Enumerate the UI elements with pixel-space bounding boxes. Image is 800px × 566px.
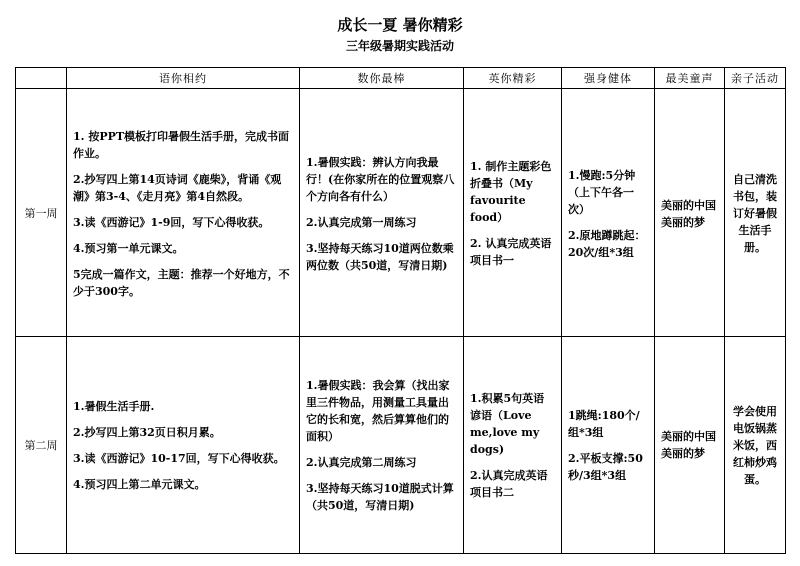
column-header-family: 亲子活动 (725, 68, 786, 89)
sports-task: 1跳绳:180个/组*3组 (568, 408, 640, 439)
math-cell (300, 89, 464, 337)
chinese-task: 2.抄写四上第14页诗词《鹿柴》，背诵《观潮》第3-4、《走月亮》第4自然段。 (73, 172, 282, 203)
column-header-blank (16, 68, 67, 89)
english-task: 2. 认真完成英语项目书一 (470, 237, 552, 267)
family-cell: 学会使用电饭锅蒸米饭，西红柿炒鸡蛋。 (725, 337, 786, 554)
math-task: 3.坚持每天练习10道两位数乘两位数（共50道，写清日期) (306, 241, 454, 272)
column-header-math: 数你最棒 (300, 68, 464, 89)
english-cell (464, 337, 562, 554)
sports-cell (562, 337, 655, 554)
family-cell: 自己清洗书包，装订好暑假生活手册。 (725, 89, 786, 337)
chinese-cell (67, 89, 300, 337)
table-row (16, 337, 786, 554)
chinese-task: 1.暑假生活手册. (73, 399, 155, 413)
chinese-task: 4.预习第一单元课文。 (73, 241, 184, 255)
english-task: 2.认真完成英语项目书二 (470, 468, 548, 499)
math-task: 3.坚持每天练习10道脱式计算（共50道，写清日期) (306, 481, 454, 512)
week-label: 第一周 (16, 89, 67, 337)
chinese-task: 4.预习四上第二单元课文。 (73, 477, 206, 491)
column-header-singing: 最美童声 (655, 68, 725, 89)
english-cell (464, 89, 562, 337)
table-row (16, 89, 786, 337)
sports-task: 2.平板支撑:50秒/3组*3组 (568, 451, 643, 482)
sports-task: 2.原地蹲跳起：20次/组*3组 (568, 228, 646, 259)
page-title: 成长一夏 暑你精彩 (337, 16, 463, 34)
math-task: 1.暑假实践：我会算（找出家里三件物品，用测量工具量出它的长和宽，然后算算他们的面积） (306, 378, 450, 443)
chinese-task: 2.抄写四上第32页日积月累。 (73, 425, 221, 439)
column-header-english: 英你精彩 (464, 68, 562, 89)
chinese-task: 1. 按PPT模板打印暑假生活手册，完成书面作业。 (73, 129, 290, 160)
english-task: 1. 制作主题彩色折叠书（My favourite food） (470, 160, 552, 224)
math-task: 2.认真完成第二周练习 (306, 455, 417, 469)
chinese-task: 3.读《西游记》1-9回，写下心得收获。 (73, 215, 270, 229)
table-header-row (16, 68, 786, 89)
english-task: 1.积累5句英语谚语（Love me,love my dogs) (470, 391, 545, 456)
math-task: 1.暑假实践：辨认方向我最行！(在你家所在的位置观察八个方向各有什么） (306, 155, 455, 203)
math-task: 2.认真完成第一周练习 (306, 215, 417, 229)
column-header-chinese: 语你相约 (67, 68, 300, 89)
singing-cell: 美丽的中国美丽的梦 (655, 337, 725, 554)
chinese-task: 3.读《西游记》10-17回，写下心得收获。 (73, 451, 285, 465)
chinese-cell (67, 337, 300, 554)
sports-cell (562, 89, 655, 337)
page-subtitle: 三年级暑期实践活动 (345, 39, 454, 53)
singing-cell: 美丽的中国美丽的梦 (655, 89, 725, 337)
math-cell (300, 337, 464, 554)
sports-task: 1.慢跑:5分钟（上下午各一次） (568, 168, 636, 216)
week-label: 第二周 (16, 337, 67, 554)
column-header-sports: 强身健体 (562, 68, 655, 89)
chinese-task: 5完成一篇作文，主题：推荐一个好地方，不少于300字。 (73, 267, 290, 298)
activity-table (15, 67, 786, 554)
